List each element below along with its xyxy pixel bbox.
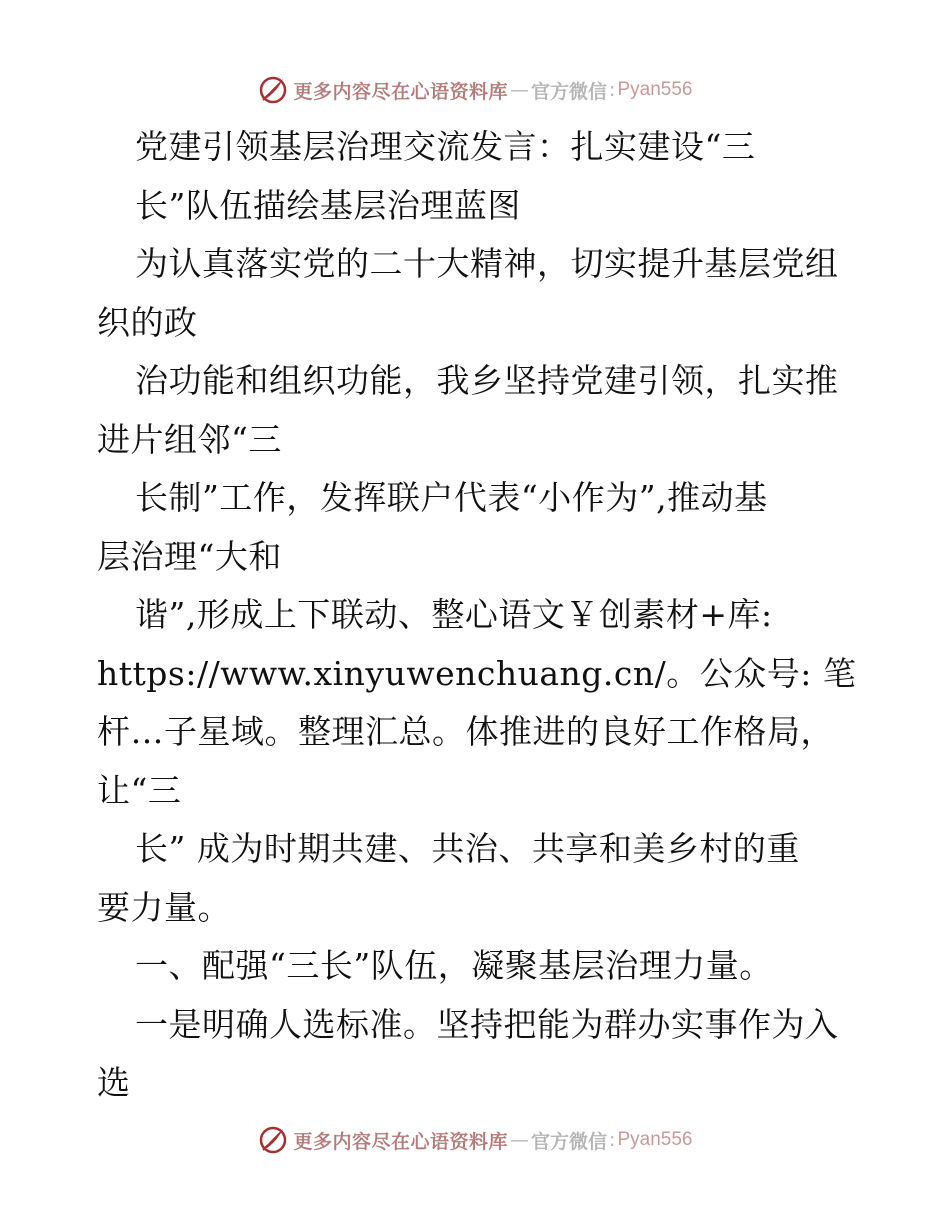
site-name-text: 更多内容尽在心语资料库	[293, 1130, 509, 1153]
document-line: 一是明确人选标准。坚持把能为群办实事作为入	[135, 1004, 839, 1044]
document-body	[97, 118, 857, 1113]
banner-separator: —	[510, 79, 530, 101]
document-line: 进片组邻“三	[97, 419, 282, 459]
document-line: 一、配强“三长”队伍，凝聚基层治理力量。	[135, 946, 773, 985]
document-line: 长” 成为时期共建、共治、共享和美乡村的重	[135, 829, 800, 868]
wechat-id: Pyan556	[617, 1129, 693, 1150]
document-line: 长制”工作，发挥联户代表“小作为”,推动基	[135, 478, 768, 517]
wechat-id: Pyan556	[617, 79, 693, 100]
wechat-label: 官方微信	[531, 80, 608, 103]
document-line: 让“三	[97, 770, 182, 810]
document-line: https://www.xinyuwenchuang.cn/。公众号: 笔	[97, 653, 857, 693]
document-line: 为认真落实党的二十大精神，切实提升基层党组	[135, 244, 839, 283]
document-line: 治功能和组织功能，我乡坚持党建引领，扎实推	[135, 361, 839, 400]
document-line: 层治理“大和	[97, 536, 282, 576]
site-name-text: 更多内容尽在心语资料库	[293, 80, 509, 103]
wechat-colon: :	[609, 79, 616, 101]
wechat-label: 官方微信	[531, 1130, 608, 1153]
document-line: 长”队伍描绘基层治理蓝图	[135, 185, 521, 225]
header-watermark-banner	[0, 72, 950, 108]
document-line: 杆…子星域。整理汇总。体推进的良好工作格局，	[97, 712, 834, 751]
banner-separator: —	[510, 1129, 530, 1151]
wechat-colon: :	[609, 1129, 616, 1151]
document-line: 党建引领基层治理交流发言：扎实建设“三	[135, 127, 756, 166]
quill-pen-icon	[258, 75, 288, 105]
document-line: 选	[97, 1063, 131, 1102]
document-line: 谐”,形成上下联动、整心语文￥创素材+库:	[135, 595, 773, 634]
document-line: 织的政	[97, 302, 198, 342]
document-line: 要力量。	[97, 887, 231, 927]
quill-pen-icon	[258, 1125, 288, 1155]
footer-watermark-banner	[0, 1122, 950, 1158]
